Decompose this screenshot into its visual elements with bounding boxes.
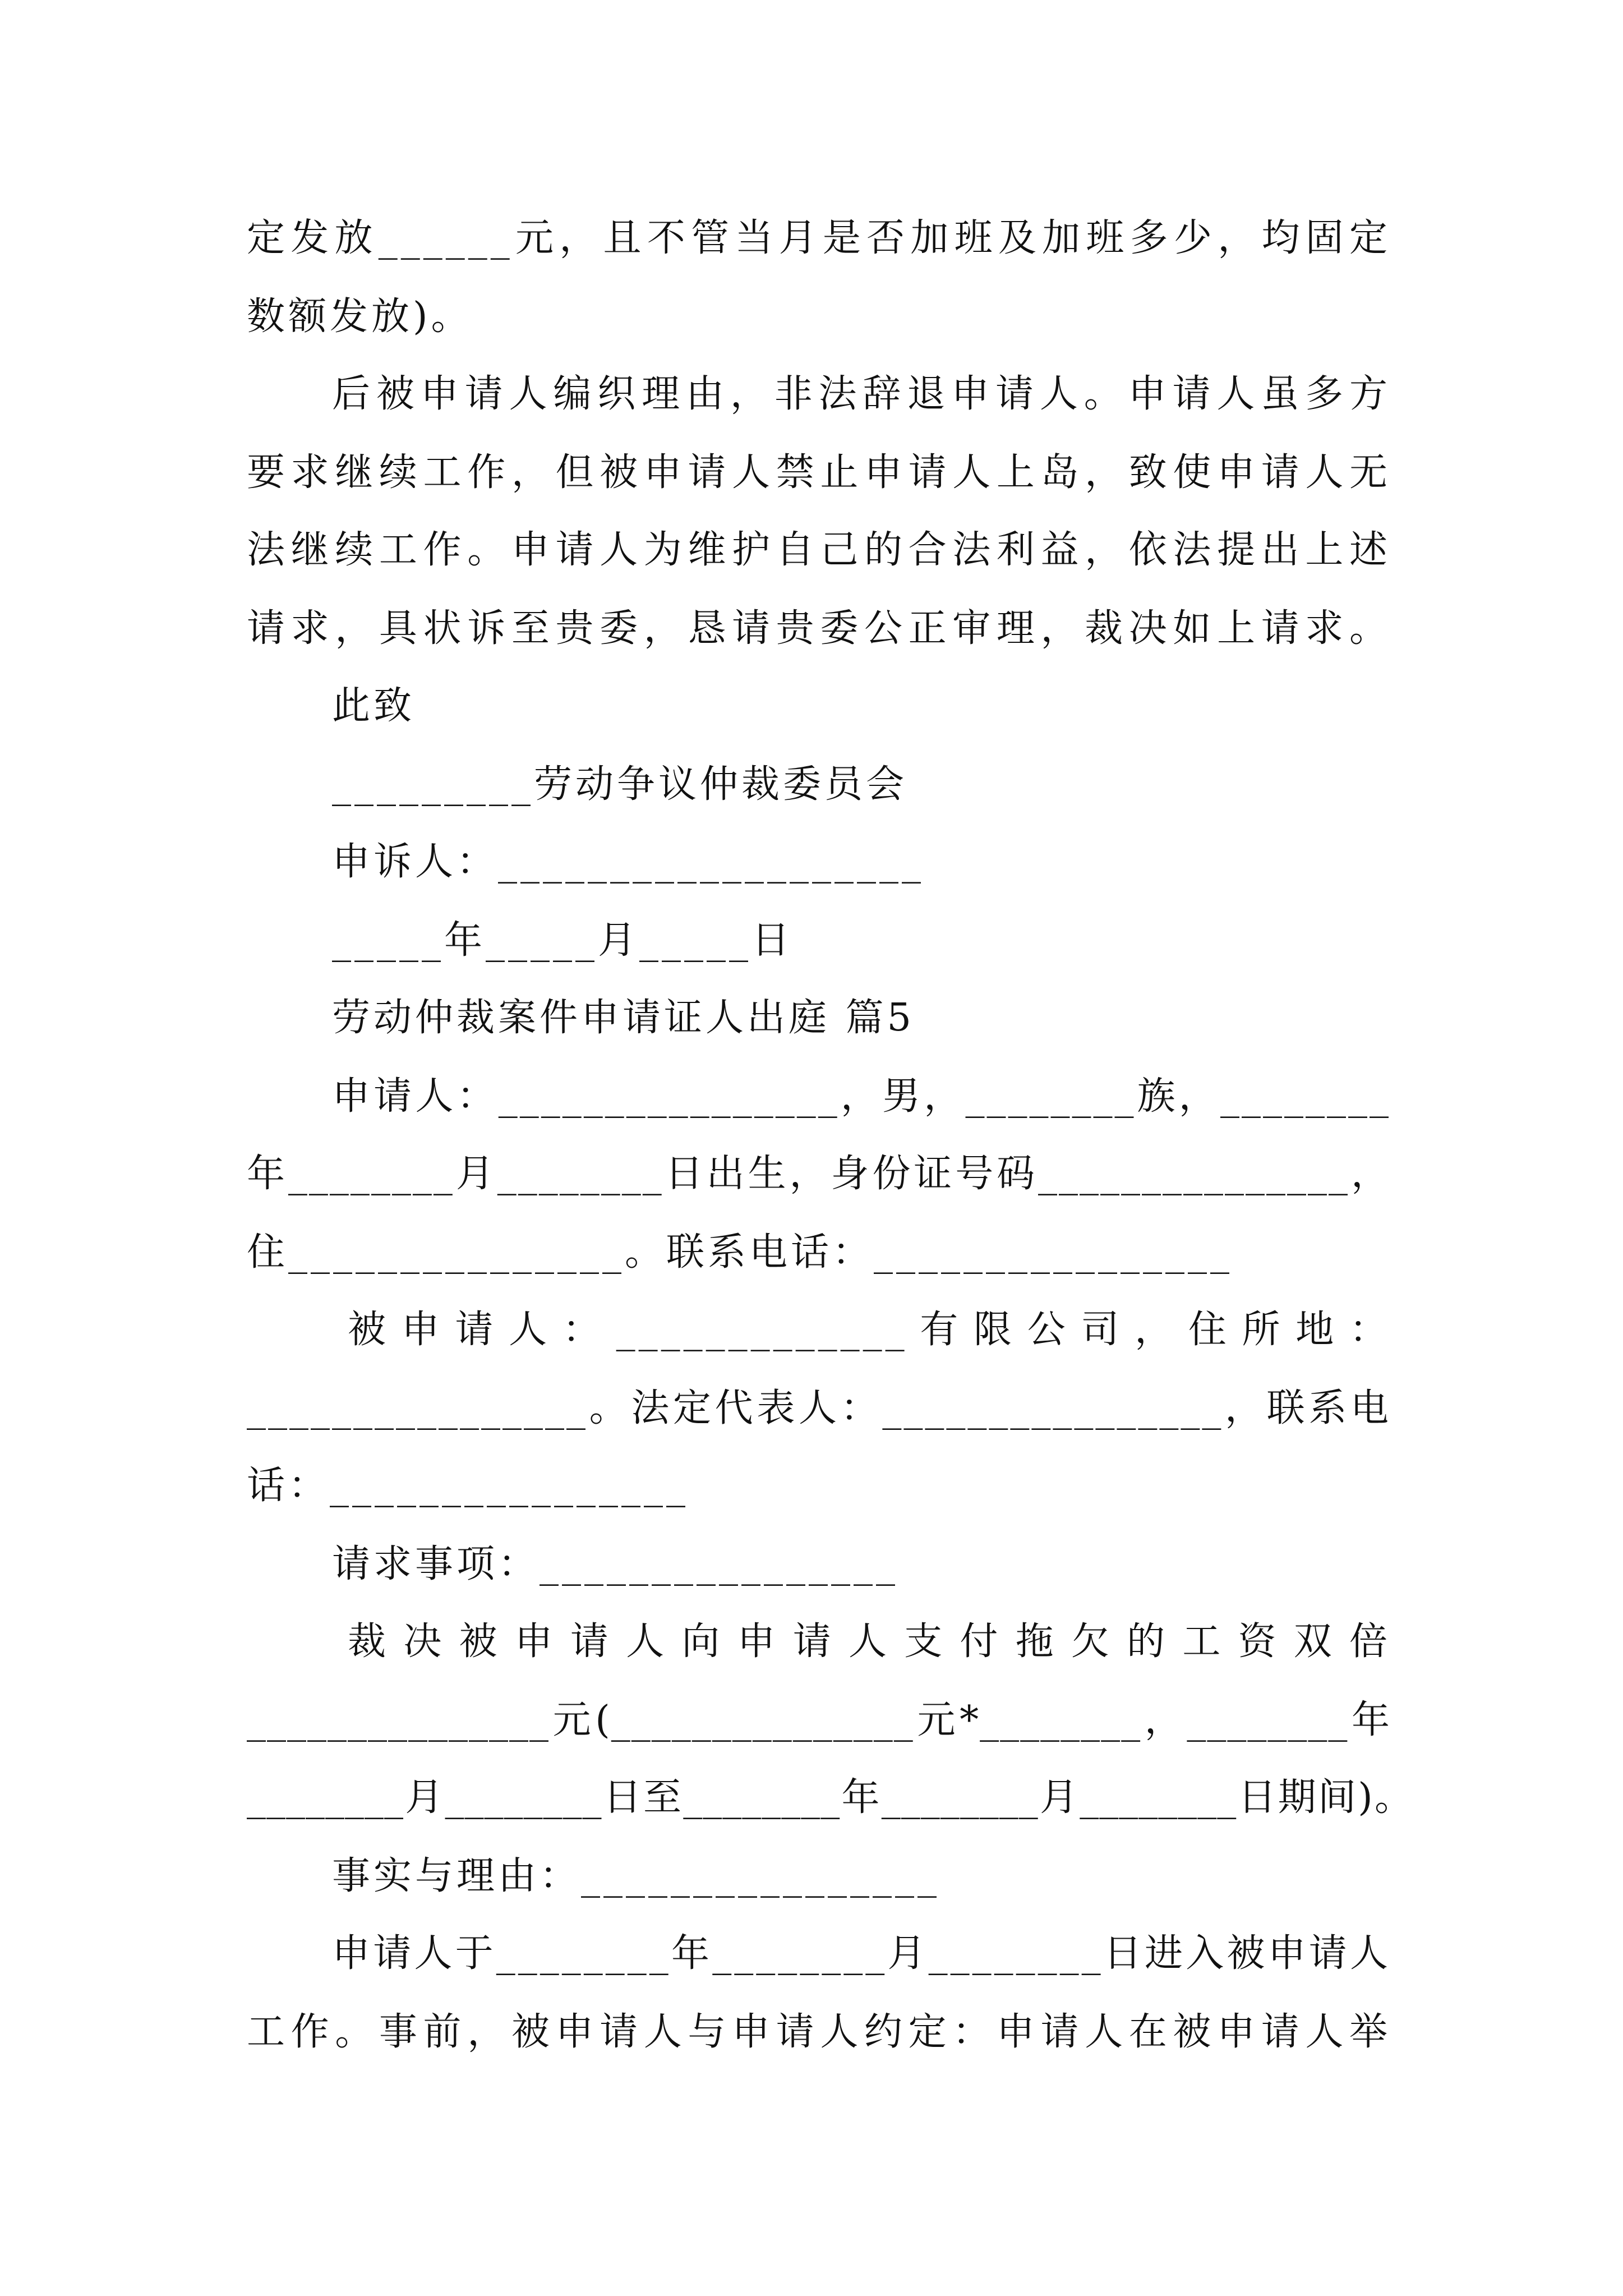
date-line: _____年_____月_____日	[332, 918, 794, 963]
section-heading: 劳动仲裁案件申请证人出庭 篇5	[332, 996, 915, 1040]
text-line: 请求事项：________________	[332, 1542, 899, 1586]
addressee-line: _________劳动争议仲裁委员会	[332, 762, 908, 807]
salutation-line: 此致	[332, 684, 416, 728]
text-line: ________________。法定代表人：________________，联系电	[247, 1386, 1391, 1430]
text-line: _______________元(_______________元*________，________年	[247, 1698, 1391, 1742]
text-line: 数额发放)。	[247, 295, 473, 339]
text-line: 话：________________	[247, 1464, 689, 1508]
text-line: 申请人于________年________月________日进入被申请人	[332, 1931, 1391, 1976]
paragraph-start-line: 后被申请人编织理由，非法辞退申请人。申请人虽多方	[332, 372, 1391, 416]
text-line: 法继续工作。申请人为维护自己的合法利益，依法提出上述	[247, 528, 1391, 572]
text-line: 裁决被申请人向申请人支付拖欠的工资双倍	[348, 1619, 1391, 1664]
text-line: 事实与理由：________________	[332, 1854, 940, 1898]
text-line: 住_______________。联系电话：________________	[247, 1230, 1233, 1274]
text-line: 被申请人：_____________有限公司，住所地：	[348, 1308, 1391, 1352]
text-line: 定发放______元，且不管当月是否加班及加班多少，均固定	[247, 216, 1391, 260]
text-line: 请求，具状诉至贵委，恳请贵委公正审理，裁决如上请求。	[247, 606, 1391, 651]
text-line: ________月________日至________年________月________日期间)。	[247, 1775, 1413, 1820]
text-line: 要求继续工作，但被申请人禁止申请人上岛，致使申请人无	[247, 450, 1391, 495]
text-line: 工作。事前，被申请人与申请人约定：申请人在被申请人举	[247, 2010, 1391, 2054]
text-line: 申请人：________________，男，________族，________	[332, 1074, 1391, 1119]
text-line: 年________月________日出生，身份证号码_______________，	[247, 1152, 1391, 1196]
signature-line: 申诉人：___________________	[332, 840, 925, 884]
